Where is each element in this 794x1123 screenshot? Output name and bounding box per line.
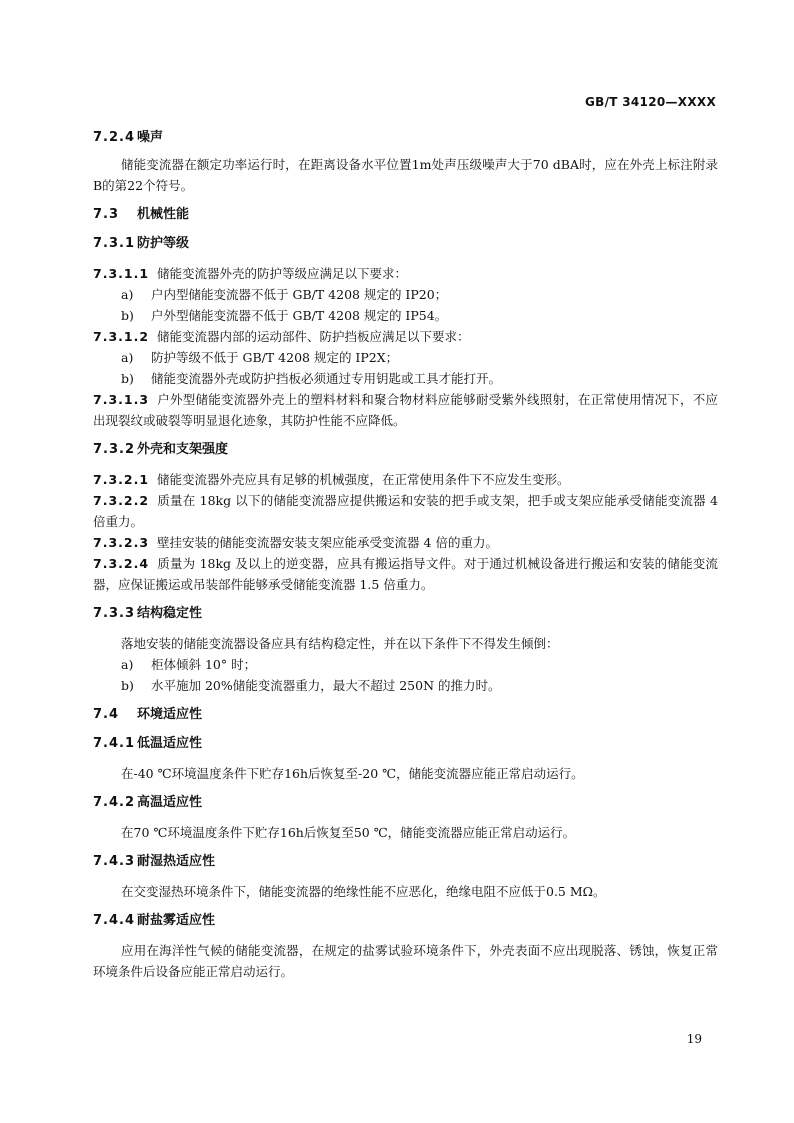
clause-7-3-2-4	[93, 553, 718, 595]
section-title: 耐湿热适应性	[137, 854, 216, 869]
paragraph-7-4-3: 在交变湿热环境条件下，储能变流器的绝缘性能不应恶化，绝缘电阻不应低于0.5 MΩ。	[121, 884, 606, 899]
clause-number: 7.3.1.2	[93, 329, 150, 344]
clause-7-3-2-3	[93, 532, 718, 553]
heading-7-3	[93, 205, 718, 225]
paragraph-7-4-1: 在-40 ℃环境温度条件下贮存16h后恢复至-20 ℃，储能变流器应能正常启动运行。	[121, 766, 584, 781]
list-marker: b)	[121, 678, 134, 693]
heading-7-4	[93, 705, 718, 725]
clause-7-3-2-2	[93, 490, 718, 532]
list-text: 防护等级不低于 GB/T 4208 规定的 IP2X；	[151, 350, 399, 365]
list-text: 水平施加 20%储能变流器重力，最大不超过 250N 的推力时。	[151, 678, 501, 693]
section-number: 7.2.4	[93, 130, 136, 145]
paragraph-7-4-2: 在70 ℃环境温度条件下贮存16h后恢复至50 ℃，储能变流器应能正常启动运行。	[121, 825, 576, 840]
section-title: 低温适应性	[137, 736, 203, 751]
heading-7-4-3	[93, 852, 718, 872]
clause-7-3-1-1	[93, 263, 718, 284]
section-title: 机械性能	[137, 207, 190, 222]
clause-text: 壁挂安装的储能变流器安装支架应能承受变流器 4 倍的重力。	[157, 535, 498, 550]
section-title: 结构稳定性	[137, 606, 203, 621]
list-marker: b)	[121, 308, 134, 323]
clause-7-3-1-2	[93, 326, 718, 347]
clause-text: 户外型储能变流器外壳上的塑料材料和聚合物材料应能够耐受紫外线照射，在正常使用情况下，不应出现裂纹或破裂等明显退化迹象，其防护性能不应降低。	[93, 392, 718, 428]
section-number: 7.4	[93, 707, 120, 722]
paragraph-7-4-4: 应用在海洋性气候的储能变流器，在规定的盐雾试验环境条件下，外壳表面不应出现脱落、锈蚀，恢复正常环境条件后设备应能正常启动运行。	[93, 943, 718, 979]
clause-text: 储能变流器外壳的防护等级应满足以下要求：	[157, 266, 408, 281]
list-text: 储能变流器外壳或防护挡板必须通过专用钥匙或工具才能打开。	[151, 371, 502, 386]
list-text: 柜体倾斜 10° 时；	[151, 657, 257, 672]
list-text: 户内型储能变流器不低于 GB/T 4208 规定的 IP20；	[151, 287, 448, 302]
list-item	[93, 654, 718, 675]
heading-7-4-4	[93, 911, 718, 931]
page-content	[93, 128, 718, 982]
section-number: 7.3	[93, 207, 120, 222]
list-item	[93, 305, 718, 326]
section-number: 7.4.1	[93, 736, 136, 751]
section-number: 7.3.2	[93, 442, 136, 457]
heading-7-2-4	[93, 128, 718, 148]
list-marker: b)	[121, 371, 134, 386]
list-item	[93, 368, 718, 389]
section-number: 7.4.3	[93, 854, 136, 869]
clause-number: 7.3.2.1	[93, 472, 150, 487]
heading-7-3-2	[93, 440, 718, 460]
section-title: 外壳和支架强度	[137, 442, 229, 457]
clause-number: 7.3.2.2	[93, 493, 150, 508]
clause-text: 质量在 18kg 以下的储能变流器应提供搬运和安装的把手或支架，把手或支架应能承受储能变流器 4 倍重力。	[93, 493, 718, 529]
clause-7-3-1-3	[93, 389, 718, 431]
page-number: 19	[686, 1032, 702, 1046]
clause-7-3-2-1	[93, 469, 718, 490]
section-title: 环境适应性	[137, 707, 203, 722]
list-marker: a)	[121, 657, 134, 672]
list-item	[93, 284, 718, 305]
clause-number: 7.3.2.4	[93, 556, 150, 571]
heading-7-4-2	[93, 793, 718, 813]
section-number: 7.3.1	[93, 236, 136, 251]
section-title: 高温适应性	[137, 795, 203, 810]
list-item	[93, 675, 718, 696]
list-item	[93, 347, 718, 368]
list-text: 户外型储能变流器不低于 GB/T 4208 规定的 IP54。	[151, 308, 448, 323]
section-title: 防护等级	[137, 236, 190, 251]
clause-number: 7.3.1.1	[93, 266, 150, 281]
section-title: 耐盐雾适应性	[137, 913, 216, 928]
clause-number: 7.3.2.3	[93, 535, 150, 550]
paragraph-7-3-3: 落地安装的储能变流器设备应具有结构稳定性，并在以下条件下不得发生倾倒：	[121, 636, 559, 651]
section-title: 噪声	[137, 130, 164, 145]
list-marker: a)	[121, 350, 134, 365]
list-marker: a)	[121, 287, 134, 302]
heading-7-3-1	[93, 234, 718, 254]
document-id-header: GB/T 34120—XXXX	[585, 95, 716, 109]
section-number: 7.3.3	[93, 606, 136, 621]
clause-text: 质量为 18kg 及以上的逆变器，应具有搬运指导文件。对于通过机械设备进行搬运和安装的储能变流器，应保证搬运或吊装部件能够承受储能变流器 1.5 倍重力。	[93, 556, 718, 592]
section-number: 7.4.2	[93, 795, 136, 810]
clause-number: 7.3.1.3	[93, 392, 150, 407]
heading-7-3-3	[93, 604, 718, 624]
heading-7-4-1	[93, 734, 718, 754]
paragraph-7-2-4: 储能变流器在额定功率运行时，在距离设备水平位置1m处声压级噪声大于70 dBA时，应在外壳上标注附录B的第22个符号。	[93, 157, 718, 193]
clause-text: 储能变流器内部的运动部件、防护挡板应满足以下要求：	[157, 329, 470, 344]
section-number: 7.4.4	[93, 913, 136, 928]
clause-text: 储能变流器外壳应具有足够的机械强度，在正常使用条件下不应发生变形。	[157, 472, 570, 487]
